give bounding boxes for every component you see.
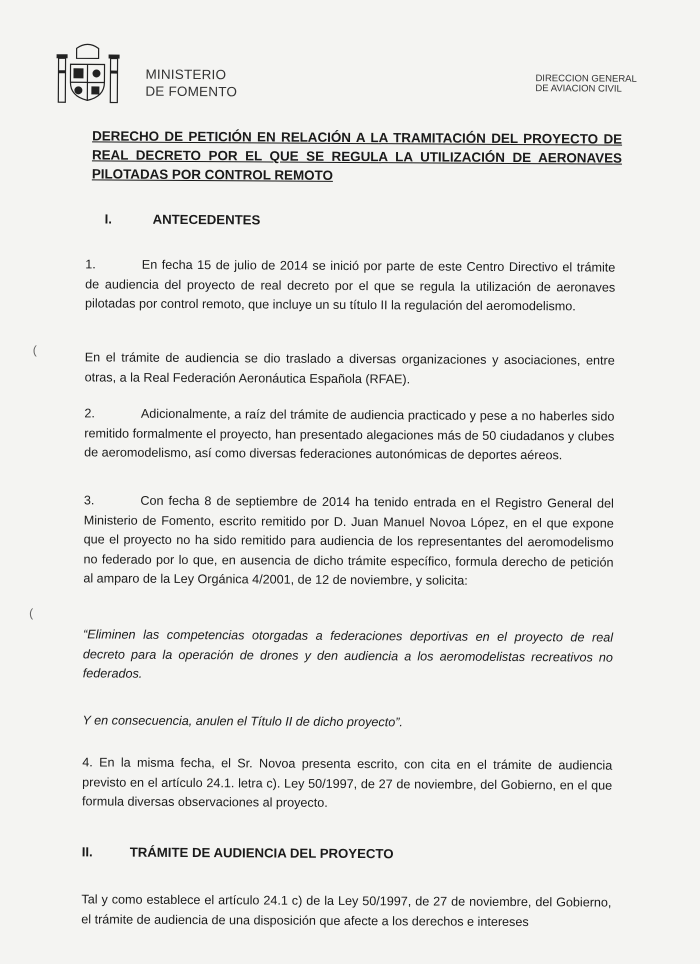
paragraph-1b: En el trámite de audiencia se dio traslado a diversas organizaciones y asociaciones, entre otras, a la Real Federación Aeronáutica Española (RFAE). — [84, 350, 615, 386]
quote-conclusion: Y en consecuencia, anulen el Título II de dicho proyecto”. — [82, 713, 403, 730]
ministry-name: MINISTERIO DE FOMENTO — [145, 66, 238, 100]
quote-paragraph: “Eliminen las competencias otorgadas a federaciones deportivas en el proyecto de real decreto para la operación de drones y den audiencia a los aeromodelistas recreativos no federados. — [82, 627, 614, 681]
section-heading-2: II. TRÁMITE DE AUDIENCIA DEL PROYECTO — [81, 844, 394, 862]
paragraph-2: 2. Adicionalmente, a raíz del trámite de audiencia practicado y pese a no haberles sido remitido formalmente el proyecto, han presentado alegaciones más de 50 ciudadanos y clubes de aeromodelismo, así como diversas federaciones autonómicas de deportes aéreos. — [84, 406, 615, 463]
margin-mark: ( — [32, 343, 37, 358]
margin-mark: ( — [29, 606, 34, 621]
paragraph-4: 4. En la misma fecha, el Sr. Novoa presenta escrito, con cita en el trámite de audiencia previsto en el artículo 24.1. letra c). Ley 50/1997, de 27 de noviembre, del Gobierno, en el que formula diversas observaciones al proyecto. — [81, 755, 613, 810]
directorate-name: DIRECCION GENERAL DE AVIACION CIVIL — [535, 73, 637, 95]
paragraph-1: 1. En fecha 15 de julio de 2014 se inició por parte de este Centro Directivo el trámite de audiencia del proyecto de real decreto por el que se regula la utilización de aeronaves pilotadas por control remoto, que incluye un su título II la regulación del aeromodelismo. — [85, 257, 616, 314]
section-heading-1: I. ANTECEDENTES — [104, 211, 261, 228]
paragraph-5: Tal y como establece el artículo 24.1 c) de la Ley 50/1997, de 27 de noviembre, del Gobierno, el trámite de audiencia de una disposición que afecte a los derechos e intereses — [81, 892, 612, 929]
paragraph-3: 3. Con fecha 8 de septiembre de 2014 ha tenido entrada en el Registro General del Ministerio de Fomento, escrito remitido por D. Juan Manuel Novoa López, en el que expone que el proyecto no ha sido remitido para audiencia de los representantes del aeromodelismo no federado por lo que, en ausencia de dicho trámite específico, formula derecho de petición al amparo de la Ley Orgánica 4/2001, de 12 de noviembre, y solicita: — [83, 493, 614, 588]
coat-of-arms-logo — [52, 42, 124, 106]
document-title: DERECHO DE PETICIÓN EN RELACIÓN A LA TRAMITACIÓN DEL PROYECTO DE REAL DECRETO POR EL QUE SE REGULA LA UTILIZACIÓN DE AERONAVES PILOTADAS POR CONTROL REMOTO — [91, 128, 623, 183]
